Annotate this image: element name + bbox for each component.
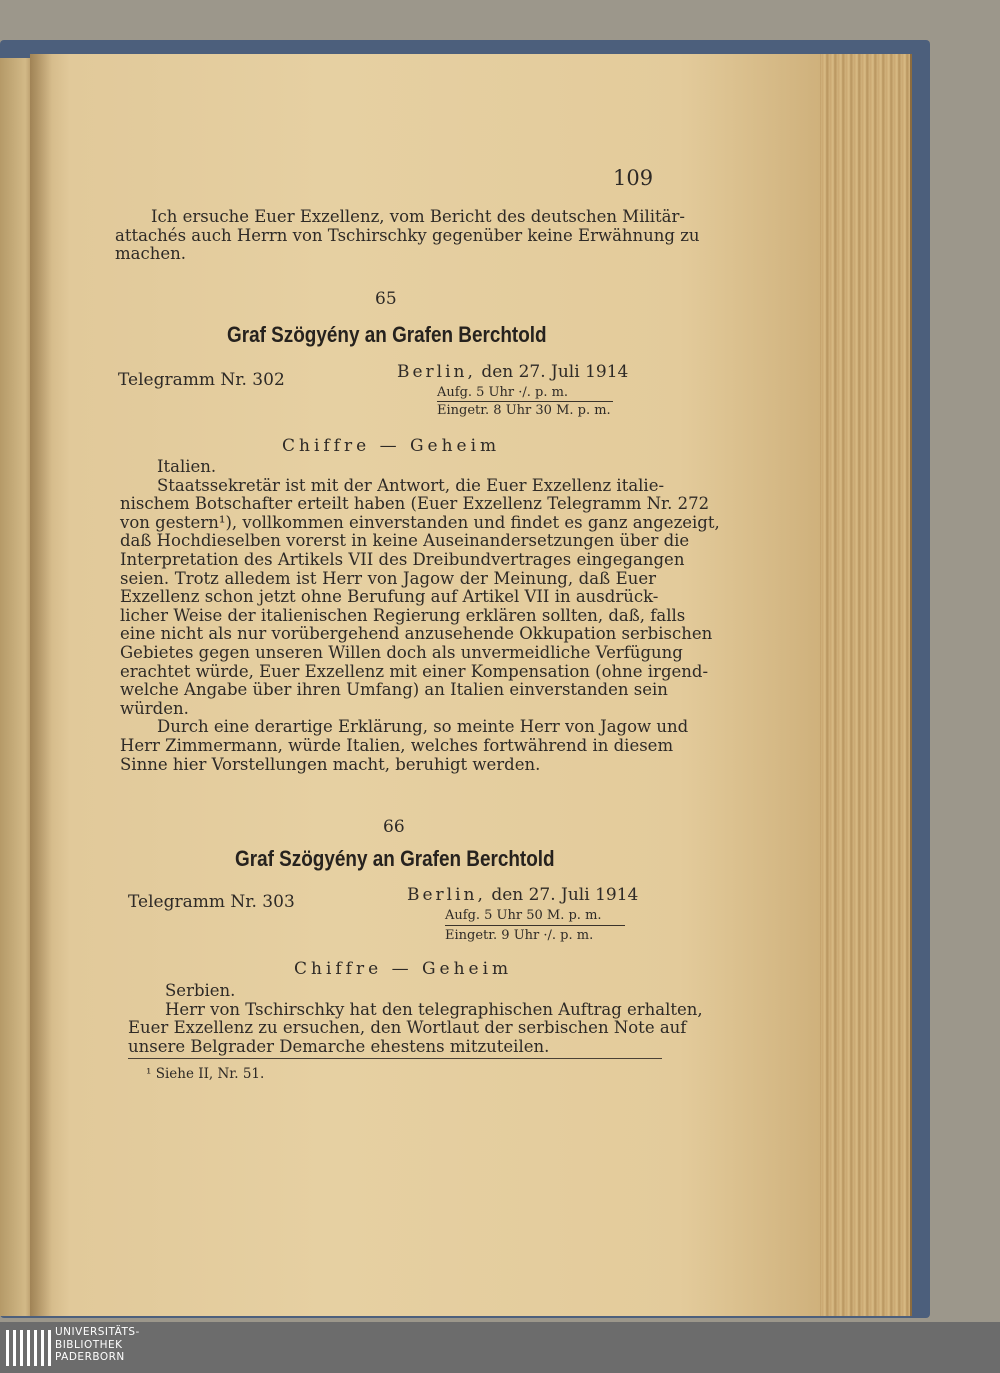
received-time: Eingetr. 8 Uhr 30 M. p. m. xyxy=(437,403,611,418)
text-line: eine nicht als nur vorübergehend anzusehende Okkupation serbischen xyxy=(120,624,713,644)
place: Berlin, xyxy=(397,362,476,382)
page-edges xyxy=(806,54,912,1316)
footnote-divider xyxy=(128,1058,662,1059)
text-line: Sinne hier Vorstellungen macht, beruhigt werden. xyxy=(120,754,541,774)
document-heading: Graf Szögyény an Grafen Berchtold xyxy=(235,846,555,871)
text-line: Interpretation des Artikels VII des Dreibundvertrages eingegangen xyxy=(120,549,685,569)
divider xyxy=(437,401,613,402)
intro-paragraph xyxy=(115,207,700,264)
telegram-number: Telegramm Nr. 303 xyxy=(128,892,295,912)
text-line: Herr Zimmermann, würde Italien, welches fortwährend in diesem xyxy=(120,735,674,755)
document-body xyxy=(120,457,720,774)
text-line: Gebietes gegen unseren Willen doch als unvermeidliche Verfügung xyxy=(120,642,683,662)
text-line: von gestern¹), vollkommen einverstanden und findet es ganz angezeigt, xyxy=(120,512,720,532)
text-line: würden. xyxy=(120,698,189,718)
text-line: nischem Botschafter erteilt haben (Euer Exzellenz Telegramm Nr. 272 xyxy=(120,494,710,514)
text-line: erachtet würde, Euer Exzellenz mit einer Kompensation (ohne irgend- xyxy=(120,661,709,681)
text-line: Exzellenz schon jetzt ohne Berufung auf Artikel VII in ausdrück- xyxy=(120,587,659,607)
date: den 27. Juli 1914 xyxy=(491,885,639,905)
document-heading: Graf Szögyény an Grafen Berchtold xyxy=(227,322,547,347)
text-line: welche Angabe über ihren Umfang) an Italien einverstanden sein xyxy=(120,680,668,700)
received-time: Eingetr. 9 Uhr ·/. p. m. xyxy=(445,928,594,943)
divider xyxy=(445,925,625,926)
library-logo-text xyxy=(55,1326,140,1364)
logo-line: PADERBORN xyxy=(55,1351,125,1363)
text-line: attachés auch Herrn von Tschirschky gegenüber keine Erwähnung zu xyxy=(115,225,700,245)
text-line: Herr von Tschirschky hat den telegraphischen Auftrag erhalten, xyxy=(165,999,703,1019)
document-number: 66 xyxy=(383,817,405,837)
text-line: Ich ersuche Euer Exzellenz, vom Bericht des deutschen Militär- xyxy=(151,207,685,226)
place: Berlin, xyxy=(407,885,486,905)
text-line: Italien. xyxy=(157,457,217,476)
text-line: Durch eine derartige Erklärung, so meinte Herr von Jagow und xyxy=(157,717,689,737)
library-footer xyxy=(0,1322,1000,1373)
logo-line: UNIVERSITÄTS- xyxy=(55,1326,140,1338)
text-line: machen. xyxy=(115,244,186,264)
cipher-note: Chiffre — Geheim xyxy=(294,959,513,979)
dispatch-time: Aufg. 5 Uhr 50 M. p. m. xyxy=(445,908,602,923)
dispatch-time: Aufg. 5 Uhr ·/. p. m. xyxy=(437,385,569,400)
page-number: 109 xyxy=(613,166,654,190)
text-line: unsere Belgrader Demarche ehestens mitzuteilen. xyxy=(128,1036,550,1056)
library-logo-icon xyxy=(6,1330,51,1366)
document-number: 65 xyxy=(375,289,397,309)
text-line: Serbien. xyxy=(165,981,236,1000)
place-date xyxy=(407,885,638,905)
text-line: Euer Exzellenz zu ersuchen, den Wortlaut der serbischen Note auf xyxy=(128,1018,687,1038)
telegram-number: Telegramm Nr. 302 xyxy=(118,370,285,390)
logo-line: BIBLIOTHEK xyxy=(55,1338,123,1351)
text-line: Staatssekretär ist mit der Antwort, die Euer Exzellenz italie- xyxy=(157,475,665,495)
place-date xyxy=(397,362,628,382)
cipher-note: Chiffre — Geheim xyxy=(282,436,501,456)
text-line: seien. Trotz alledem ist Herr von Jagow der Meinung, daß Euer xyxy=(120,568,656,588)
gutter-shadow xyxy=(30,54,52,1316)
footnote: ¹ Siehe II, Nr. 51. xyxy=(146,1066,265,1082)
text-line: daß Hochdieselben vorerst in keine Auseinandersetzungen über die xyxy=(120,531,690,551)
document-body xyxy=(128,981,703,1056)
text-line: licher Weise der italienischen Regierung erklären sollten, daß, falls xyxy=(120,605,686,625)
date: den 27. Juli 1914 xyxy=(481,362,629,382)
